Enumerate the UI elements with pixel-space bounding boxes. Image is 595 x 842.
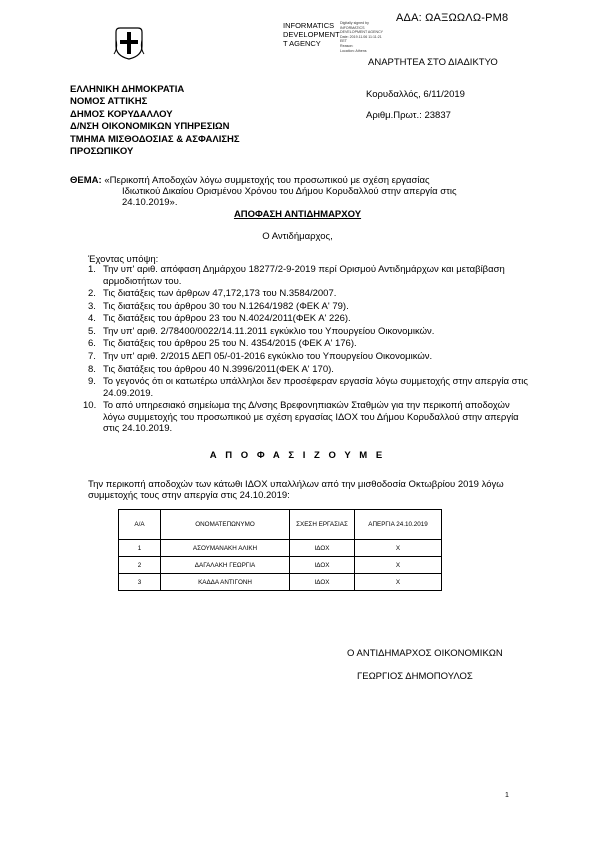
having-regard-label: Έχοντας υπόψη: [88,254,159,265]
table-row [119,540,442,557]
subject-line-1: «Περικοπή Αποδοχών λόγω συμμετοχής του προσωπικού με σχέση εργασίας [104,175,430,186]
info-agency-block [283,21,340,48]
col-header: ΑΠΕΡΓΙΑ 24.10.2019 [355,510,442,540]
issuer-header [70,84,240,158]
list-item: 10. Το από υπηρεσιακό σημείωμα της Δ/νσης Βρεφονηπιακών Σταθμών για την περικοπή αποδοχών λόγω συμμετοχής του προσωπικού με σχέση εργασίας ΙΔΟΧ του Δήμου Κορυδαλλού στην απεργία στις 24.10.2019. [83,400,519,435]
list-item: 7. Την υπ' αριθ. 2/2015 ΔΕΠ 05/-01-2016 εγκύκλιο του Υπουργείου Οικονομικών. [88,351,433,363]
protocol-number: Αριθμ.Πρωτ.: 23837 [366,110,451,121]
table-cell: 2 [119,557,161,574]
header-line: Δ/ΝΣΗ ΟΙΚΟΝΟΜΙΚΩΝ ΥΠΗΡΕΣΙΩΝ [70,121,230,133]
place-date: Κορυδαλλός, 6/11/2019 [366,89,465,100]
list-item: 5. Την υπ' αριθ. 2/78400/0022/14.11.2011 εγκύκλιο του Υπουργείου Οικονομικών. [88,325,435,337]
sig-line: DEVELOPMENT AGENCY [340,30,384,35]
table-header-row [119,510,442,540]
signatory-title: Ο ΑΝΤΙΔΗΜΑΡΧΟΣ ΟΙΚΟΝΟΜΙΚΩΝ [347,648,503,659]
list-item: 9. Το γεγονός ότι οι κατωτέρω υπάλληλοι δεν προσέφεραν εργασία λόγω συμμετοχής στην απεργία στις 24.09.2019. [88,376,528,399]
posted-online-note: ΑΝΑΡΤΗΤΕΑ ΣΤΟ ΔΙΑΔΙΚΤΥΟ [368,57,498,68]
subject-label: ΘΕΜΑ: [70,175,102,186]
col-header: ΟΝΟΜΑΤΕΠΩΝΥΜΟ [161,510,290,540]
header-line: ΝΟΜΟΣ ΑΤΤΙΚΗΣ [70,96,148,108]
list-item: 3. Τις διατάξεις του άρθρου 30 του Ν.1264/1982 (ΦΕΚ Α' 79). [88,300,349,312]
page-number: 1 [505,792,509,799]
employees-table [118,509,442,591]
col-header: ΣΧΕΣΗ ΕΡΓΑΣΙΑΣ [290,510,355,540]
subject-line-3: 24.10.2019». [122,197,178,209]
ada-code: ΑΔΑ: ΩΑΞΩΩΛΩ-ΡΜ8 [396,12,509,24]
list-item: 1. Την υπ' αριθ. απόφαση Δημάρχου 18277/2-9-2019 περί Ορισμού Αντιδημάρχων και μεταβίβαση αρμοδιοτήτων του. [88,264,505,287]
document-meta [366,84,465,126]
table-cell: ΔΑΓΑΛΑΚΗ ΓΕΩΡΓΙΑ [161,557,290,574]
table-cell: ΑΣΟΥΜΑΝΑΚΗ ΑΛΙΚΗ [161,540,290,557]
table-cell: ΙΔΟΧ [290,540,355,557]
digital-signature-block [340,21,383,53]
sig-line: EET [340,39,347,44]
list-item: 8. Τις διατάξεις του άρθρου 40 Ν.3996/2011(ΦΕΚ Α' 170). [88,363,334,375]
list-item: 2. Τις διατάξεις των άρθρων 47,172,173 του Ν.3584/2007. [88,288,337,300]
sig-line: Reason: [340,43,354,48]
header-line: ΕΛΛΗΝΙΚΗ ΔΗΜΟΚΡΑΤΙΑ [70,84,185,95]
we-decide-heading: Α Π Ο Φ Α Σ Ι Ζ Ο Υ Μ Ε [209,450,386,461]
table-cell: Χ [355,540,442,557]
table-cell: ΙΔΟΧ [290,574,355,591]
info-line: T AGENCY [283,39,321,48]
table-cell: Χ [355,557,442,574]
decision-intro: Την περικοπή αποδοχών των κάτωθι ΙΔΟΧ υπαλλήλων από την μισθοδοσία Οκτωβρίου 2019 λόγω συμμετοχής τους στην απεργία στις 24.10.2019: [88,479,504,502]
header-line: ΤΜΗΜΑ ΜΙΣΘΟΔΟΣΙΑΣ & ΑΣΦΑΛΙΣΗΣ [70,133,240,145]
sig-line: INFORMATICS [340,25,365,30]
col-header: Α/Α [119,510,161,540]
table-row [119,557,442,574]
signatory-name: ΓΕΩΡΓΙΟΣ ΔΗΜΟΠΟΥΛΟΣ [357,671,473,682]
subject-block [70,175,532,209]
sig-line: Digitally signed by [340,21,369,25]
subject-line-2: Ιδιωτικού Δικαίου Ορισμένου Χρόνου του Δήμου Κορυδαλλού στην απεργία στις [122,186,457,198]
sig-line: Date: 2019.11.06 11:11:21 [340,34,382,39]
info-line: INFORMATICS [283,21,335,30]
table-cell: Χ [355,574,442,591]
decision-title: ΑΠΟΦΑΣΗ ΑΝΤΙΔΗΜΑΡΧΟΥ [233,209,362,220]
sig-line: Location: Athens [340,48,367,53]
table-row [119,574,442,591]
table-cell: ΙΔΟΧ [290,557,355,574]
considerations-list [83,264,533,436]
header-line: ΠΡΟΣΩΠΙΚΟΥ [70,146,134,158]
list-item: 6. Τις διατάξεις του άρθρου 25 του Ν. 4354/2015 (ΦΕΚ Α' 176). [88,338,357,350]
table-cell: 3 [119,574,161,591]
list-item: 4. Τις διατάξεις του άρθρου 23 του Ν.4024/2011(ΦΕΚ Α' 226). [88,313,351,325]
header-line: ΔΗΜΟΣ ΚΟΡΥΔΑΛΛΟΥ [70,108,173,120]
table-cell: 1 [119,540,161,557]
deputy-mayor-heading: Ο Αντιδήμαρχος, [262,231,333,242]
greek-coat-of-arms-icon [112,26,146,60]
info-line: DEVELOPMENT [283,30,340,39]
table-cell: ΚΑΔΔΑ ΑΝΤΙΓΟΝΗ [161,574,290,591]
